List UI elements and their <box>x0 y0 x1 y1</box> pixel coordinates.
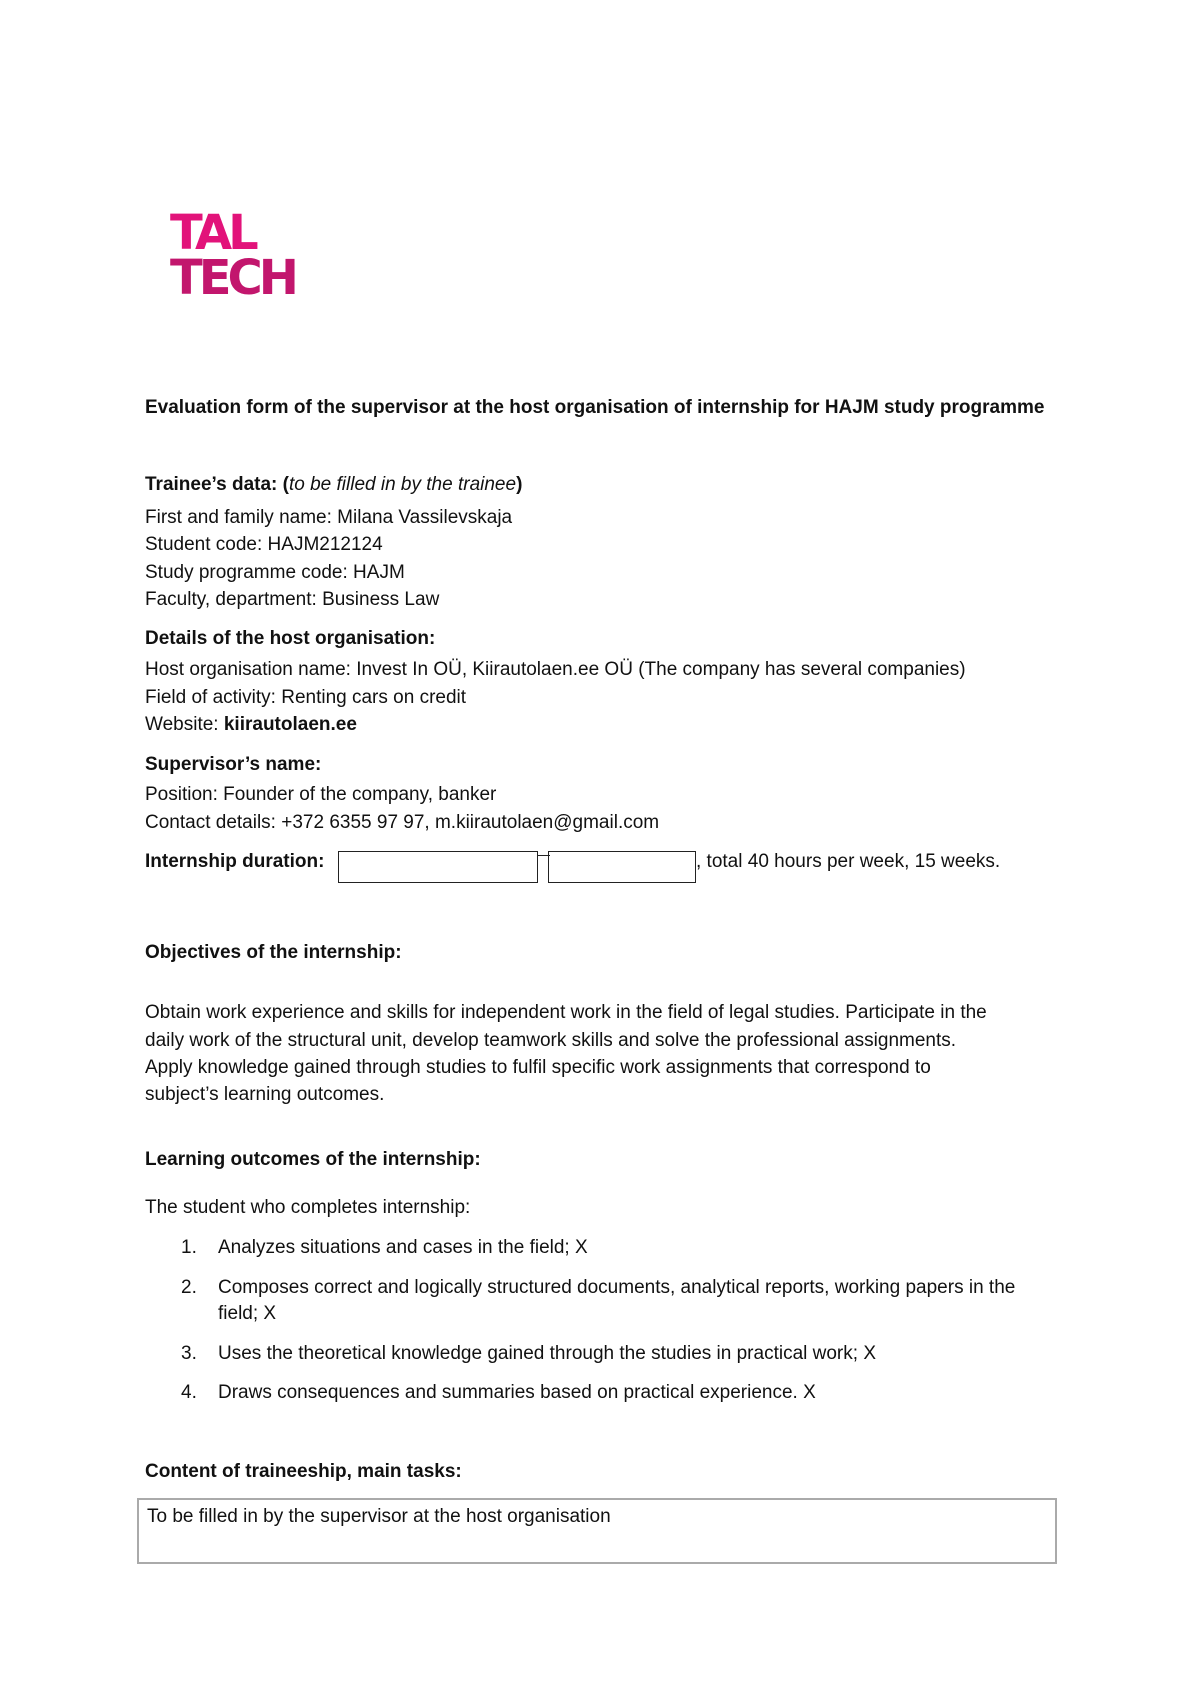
faculty-value: Business Law <box>322 589 440 610</box>
programme-code-row: Study programme code: HAJM <box>145 562 405 583</box>
main-tasks-field[interactable] <box>137 1498 1057 1564</box>
website-link: kiirautolaen.ee <box>223 714 357 735</box>
field-row: Field of activity: Renting cars on credit <box>145 687 467 708</box>
trainee-name-row: First and family name: Milana Vassilevskaja <box>145 507 513 528</box>
document-page: TAL TECH Evaluation form of the supervisor at the host organisation of internship for HAJM study programme Trainee’s data: (to be filled in by the trainee) First and family name: Milana Vassilevskaja Student code: HAJM212124 Study programme code: HAJM Faculty, department: Business Law Details of the host organisation: Host organisation name: Invest In OÜ, Kiirautolaen.ee OÜ (The company has several companies) Field of activity: Renting cars on credit Website: kiirautolaen.ee Supervisor’s name: Position: Founder of the company, banker Contact details: +372 6355 97 97, m.kiirautolaen@gmail.com Internship duration: , total 40 hours per week, 15 weeks. Objectives of the internship: Obtain work experience and skills for independent work in the field of legal studies. Participate in the daily work of the structural unit, develop teamwork skills and solve the professional assignments. Apply knowledge gained through studies to fulfil specific work assignments that correspond to subject’s learning outcomes. Learning outcomes of the internship: The student who completes internship: 1. Analyzes situations and cases in the field; X 2. Composes correct and logically structured documents, analytical reports, working papers in the field; X 3. Uses the theoretical knowledge gained through the studies in practical work; X 4. Draws consequences and summaries based on practical experience. X Content of traineeship, main tasks: To be filled in by the supervisor at the host organisation <box>0 0 1200 1698</box>
main-tasks-placeholder: To be filled in by the supervisor at the host organisation <box>147 1506 611 1527</box>
objectives-line-1: Obtain work experience and skills for independent work in the field of legal studies. Participate in the <box>145 1002 987 1023</box>
logo-line-1: TAL <box>170 205 255 261</box>
outcomes-heading: Learning outcomes of the internship: <box>145 1149 481 1170</box>
outcomes-intro: The student who completes internship: <box>145 1197 471 1218</box>
objectives-line-4: subject’s learning outcomes. <box>145 1084 385 1105</box>
content-heading: Content of traineeship, main tasks: <box>145 1461 462 1482</box>
field-value: Renting cars on credit <box>281 687 467 708</box>
contact-row: Contact details: +372 6355 97 97, m.kiirautolaen@gmail.com <box>145 812 660 833</box>
faculty-row: Faculty, department: Business Law <box>145 589 440 610</box>
website-row: Website: kiirautolaen.ee <box>145 714 357 735</box>
objectives-line-2: daily work of the structural unit, develop teamwork skills and solve the professional assignments. <box>145 1030 957 1051</box>
contact-value: +372 6355 97 97, m.kiirautolaen@gmail.com <box>281 812 660 833</box>
duration-suffix: , total 40 hours per week, 15 weeks. <box>696 851 1001 872</box>
taltech-logo <box>170 205 320 306</box>
duration-label: Internship duration: <box>145 851 325 872</box>
host-name-row: Host organisation name: Invest In OÜ, Kiirautolaen.ee OÜ (The company has several companies) <box>145 659 966 680</box>
start-date-field[interactable] <box>338 851 538 883</box>
student-code-row: Student code: HAJM212124 <box>145 534 383 555</box>
page-title: Evaluation form of the supervisor at the host organisation of internship for HAJM study programme <box>145 397 1045 418</box>
host-heading: Details of the host organisation: <box>145 628 436 649</box>
trainee-heading: Trainee’s data: (to be filled in by the trainee) <box>145 474 523 495</box>
programme-code: HAJM <box>353 562 405 583</box>
position-row: Position: Founder of the company, banker <box>145 784 497 805</box>
position-value: Founder of the company, banker <box>223 784 497 805</box>
logo-line-2: TECH <box>170 250 295 306</box>
objectives-heading: Objectives of the internship: <box>145 942 402 963</box>
host-name: Invest In OÜ, Kiirautolaen.ee OÜ (The company has several companies) <box>356 659 966 680</box>
trainee-name: Milana Vassilevskaja <box>337 507 513 528</box>
objectives-line-3: Apply knowledge gained through studies to fulfil specific work assignments that correspond to <box>145 1057 931 1078</box>
student-code: HAJM212124 <box>267 534 383 555</box>
end-date-field[interactable] <box>548 851 696 883</box>
supervisor-heading: Supervisor’s name: <box>145 754 322 775</box>
